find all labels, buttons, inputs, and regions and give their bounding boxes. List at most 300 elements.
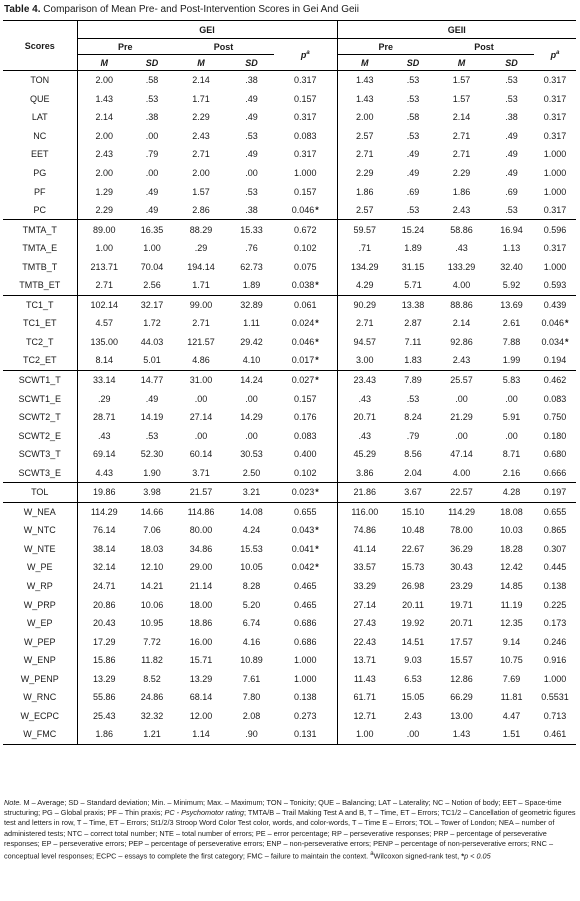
score-cell: PC bbox=[3, 201, 77, 220]
gei-pre-sd-cell: 14.77 bbox=[131, 370, 173, 389]
gei-post-sd-cell: 14.29 bbox=[240, 412, 263, 423]
gei-post-m-cell: 1.71 bbox=[192, 93, 210, 104]
gei-post-sd-cell: 4.24 bbox=[242, 525, 261, 536]
geii-post-sd-cell: 16.94 bbox=[489, 220, 534, 239]
score-cell: W_ECPC bbox=[3, 707, 77, 726]
caption-label: Table 4. bbox=[4, 4, 41, 15]
gei-post-sd-cell: 3.21 bbox=[229, 483, 274, 503]
geii-post-m-cell: 17.57 bbox=[450, 636, 473, 647]
gei-post-sd-cell: .53 bbox=[245, 130, 258, 141]
score-cell: QUE bbox=[3, 90, 77, 109]
p-value: 0.041 bbox=[291, 543, 315, 554]
geii-p-cell: 1.000 bbox=[543, 261, 567, 272]
geii-p-cell bbox=[534, 333, 576, 352]
note-wilcoxon: Wilcoxon signed-rank test, bbox=[373, 851, 460, 861]
gei-pre-m-cell: 33.14 bbox=[77, 370, 131, 389]
geii-p-cell: 0.307 bbox=[543, 543, 567, 554]
significance-marker: * bbox=[315, 318, 319, 329]
table-row bbox=[3, 577, 576, 596]
gei-p-cell bbox=[274, 314, 337, 333]
significance-marker: * bbox=[315, 543, 319, 554]
p-value: 0.023 bbox=[291, 487, 315, 498]
gei-pre-m-cell: 13.29 bbox=[92, 673, 116, 684]
table-row bbox=[3, 502, 576, 521]
geii-pre-m-cell: 33.57 bbox=[353, 562, 377, 573]
header-sd: SD bbox=[489, 55, 534, 71]
table-body bbox=[3, 71, 576, 745]
significance-marker: * bbox=[315, 336, 319, 347]
geii-post-sd-cell: .53 bbox=[505, 205, 518, 216]
gei-post-m-cell: 27.14 bbox=[189, 412, 213, 423]
score-cell: TC1_T bbox=[3, 295, 77, 314]
gei-post-m-cell: 60.14 bbox=[189, 449, 213, 460]
geii-post-m-cell: 88.86 bbox=[434, 295, 489, 314]
geii-p-cell: 0.317 bbox=[543, 112, 567, 123]
geii-post-sd-cell: 11.81 bbox=[500, 692, 523, 703]
gei-post-sd-cell: 5.20 bbox=[242, 599, 261, 610]
gei-pre-m-cell: 20.86 bbox=[92, 599, 116, 610]
gei-pre-sd-cell: 11.82 bbox=[141, 655, 163, 666]
gei-post-m-cell: 29.00 bbox=[189, 562, 213, 573]
gei-post-sd-cell: 62.73 bbox=[240, 261, 263, 272]
table-row bbox=[3, 445, 576, 464]
table-row bbox=[3, 389, 576, 408]
gei-pre-sd-cell: .79 bbox=[145, 149, 159, 160]
gei-pre-sd-cell: 12.10 bbox=[140, 562, 164, 573]
gei-pre-sd-cell: 10.95 bbox=[140, 618, 164, 629]
gei-post-sd-cell: .76 bbox=[245, 243, 258, 254]
geii-pre-sd-cell: .69 bbox=[406, 186, 420, 197]
header-sd: SD bbox=[131, 55, 173, 71]
geii-pre-sd-cell: 15.10 bbox=[392, 502, 434, 521]
gei-pre-m-cell: 2.14 bbox=[95, 112, 114, 123]
geii-post-m-cell: 4.00 bbox=[452, 280, 471, 291]
geii-post-sd-cell: 4.47 bbox=[502, 710, 521, 721]
score-cell: PG bbox=[3, 164, 77, 183]
geii-post-m-cell: .00 bbox=[455, 393, 468, 404]
geii-pre-m-cell: 27.14 bbox=[353, 599, 377, 610]
geii-pre-m-cell: 4.29 bbox=[356, 280, 374, 291]
geii-post-m-cell: 2.71 bbox=[452, 130, 471, 141]
geii-post-m-cell: .43 bbox=[455, 243, 468, 254]
geii-pre-sd-cell: .53 bbox=[406, 205, 420, 216]
gei-post-m-cell: 2.86 bbox=[192, 205, 210, 216]
gei-pre-sd-cell: 1.00 bbox=[143, 243, 161, 254]
geii-post-m-cell: 4.00 bbox=[452, 467, 471, 478]
gei-pre-m-cell: 38.14 bbox=[92, 543, 116, 554]
score-cell: W_EP bbox=[3, 614, 77, 633]
geii-p-cell: 0.197 bbox=[534, 483, 576, 503]
table-row bbox=[3, 239, 576, 258]
gei-p-cell: 0.138 bbox=[274, 688, 337, 707]
geii-post-m-cell: 22.57 bbox=[434, 483, 489, 503]
note-sup: a bbox=[370, 850, 374, 858]
gei-post-sd-cell: 14.08 bbox=[229, 502, 274, 521]
gei-pre-sd-cell: .38 bbox=[145, 112, 159, 123]
table-row bbox=[3, 670, 576, 689]
gei-post-sd-cell: 10.05 bbox=[240, 562, 263, 573]
header-gei-p: $p^a$ bbox=[274, 39, 337, 71]
gei-pre-m-cell: 102.14 bbox=[77, 295, 131, 314]
geii-p-cell: 0.445 bbox=[543, 562, 567, 573]
gei-pre-sd-cell: 14.21 bbox=[140, 581, 164, 592]
geii-p-cell: 0.317 bbox=[543, 130, 567, 141]
p-value: 0.046 bbox=[291, 205, 315, 216]
geii-pre-sd-cell: .00 bbox=[392, 725, 434, 744]
geii-pre-m-cell: 61.71 bbox=[353, 692, 377, 703]
gei-post-m-cell: 31.00 bbox=[173, 370, 229, 389]
score-cell: W_NTE bbox=[3, 540, 77, 559]
gei-pre-sd-cell: 52.30 bbox=[140, 449, 164, 460]
score-cell: W_NEA bbox=[3, 502, 77, 521]
gei-post-sd-cell: 7.61 bbox=[242, 673, 261, 684]
gei-pre-m-cell: .29 bbox=[97, 393, 111, 404]
table-row bbox=[3, 314, 576, 333]
significance-marker: * bbox=[315, 205, 319, 216]
header-m: M bbox=[173, 55, 229, 71]
gei-pre-sd-cell: .53 bbox=[145, 93, 159, 104]
gei-post-m-cell: 4.86 bbox=[192, 355, 210, 366]
gei-pre-sd-cell: 1.72 bbox=[143, 318, 161, 329]
header-m: M bbox=[337, 55, 392, 71]
geii-pre-sd-cell: .53 bbox=[406, 393, 420, 404]
geii-pre-m-cell: 116.00 bbox=[337, 502, 392, 521]
geii-pre-sd-cell: 6.53 bbox=[404, 673, 422, 684]
header-geii-pre: Pre bbox=[337, 39, 434, 55]
gei-pre-m-cell: 1.86 bbox=[77, 725, 131, 744]
gei-post-sd-cell: .49 bbox=[245, 149, 258, 160]
table-row bbox=[3, 408, 576, 427]
geii-p-cell: 1.000 bbox=[543, 186, 567, 197]
geii-post-sd-cell: 12.42 bbox=[500, 562, 523, 573]
geii-post-sd-cell: 13.69 bbox=[489, 295, 534, 314]
gei-pre-m-cell: 2.29 bbox=[95, 205, 114, 216]
gei-pre-sd-cell: .58 bbox=[145, 75, 159, 86]
geii-pre-sd-cell: 2.04 bbox=[404, 467, 422, 478]
geii-pre-m-cell: 1.43 bbox=[356, 93, 374, 104]
geii-p-cell: 0.655 bbox=[534, 502, 576, 521]
note-label: Note. bbox=[4, 798, 22, 807]
geii-pre-m-cell: .43 bbox=[358, 393, 372, 404]
gei-p-cell: 0.061 bbox=[274, 295, 337, 314]
geii-pre-sd-cell: 13.38 bbox=[392, 295, 434, 314]
geii-post-m-cell: 15.57 bbox=[450, 655, 473, 666]
score-cell: SCWT3_T bbox=[3, 445, 77, 464]
gei-p-cell: 0.317 bbox=[274, 145, 337, 164]
gei-p-cell bbox=[274, 201, 337, 220]
gei-pre-m-cell: 1.43 bbox=[95, 93, 114, 104]
geii-post-sd-cell: 32.40 bbox=[500, 261, 523, 272]
geii-pre-m-cell: 2.29 bbox=[356, 168, 374, 178]
gei-post-m-cell: 2.43 bbox=[192, 130, 210, 141]
gei-pre-m-cell: 213.71 bbox=[90, 261, 119, 272]
geii-pre-m-cell: 1.00 bbox=[337, 725, 392, 744]
score-cell: W_ENP bbox=[3, 651, 77, 670]
geii-post-m-cell: 1.57 bbox=[452, 93, 471, 104]
gei-pre-m-cell: 28.71 bbox=[92, 412, 116, 423]
table-row bbox=[3, 521, 576, 540]
geii-p-cell bbox=[534, 314, 576, 333]
significance-marker: * bbox=[315, 375, 319, 386]
table-row bbox=[3, 595, 576, 614]
gei-pre-m-cell: 17.29 bbox=[92, 636, 116, 647]
header-sd: SD bbox=[229, 55, 274, 71]
gei-post-sd-cell: 1.89 bbox=[242, 280, 261, 291]
gei-pre-m-cell: 1.00 bbox=[95, 243, 114, 254]
geii-p-cell: 0.225 bbox=[543, 599, 567, 610]
geii-pre-m-cell: .71 bbox=[358, 243, 372, 254]
gei-post-sd-cell: .00 bbox=[245, 393, 258, 404]
table-row bbox=[3, 127, 576, 146]
gei-post-sd-cell: 32.89 bbox=[229, 295, 274, 314]
p-value: 0.024 bbox=[291, 318, 315, 329]
gei-pre-m-cell: 89.00 bbox=[77, 220, 131, 239]
gei-post-sd-cell: .90 bbox=[229, 725, 274, 744]
table-note bbox=[4, 798, 576, 862]
score-cell: TOL bbox=[3, 483, 77, 503]
gei-p-cell bbox=[274, 370, 337, 389]
geii-p-cell: 0.317 bbox=[543, 75, 567, 86]
gei-pre-m-cell: 4.43 bbox=[95, 467, 114, 478]
geii-post-sd-cell: 2.61 bbox=[502, 318, 521, 329]
geii-pre-m-cell: 134.29 bbox=[351, 261, 379, 272]
geii-post-sd-cell: 18.08 bbox=[489, 502, 534, 521]
gei-post-m-cell: 1.71 bbox=[192, 280, 210, 291]
geii-pre-m-cell: 74.86 bbox=[353, 525, 377, 536]
note-star: * bbox=[461, 851, 465, 861]
table-row bbox=[3, 558, 576, 577]
header-sd: SD bbox=[392, 55, 434, 71]
gei-p-cell: 0.176 bbox=[274, 408, 337, 427]
gei-post-sd-cell: 2.08 bbox=[242, 710, 261, 721]
geii-p-cell: 0.916 bbox=[543, 655, 567, 666]
geii-post-sd-cell: 1.99 bbox=[502, 355, 521, 366]
geii-pre-m-cell: 13.71 bbox=[353, 655, 377, 666]
gei-pre-sd-cell: .53 bbox=[145, 430, 159, 441]
geii-post-m-cell: 13.00 bbox=[450, 710, 473, 721]
geii-pre-sd-cell: 15.05 bbox=[401, 692, 425, 703]
note-rest: ; TMTA/B – Trail Making Test A and B, T – Time, ET – Errors; TC1/2 – Cancellation of geometric figures test and letters in row, T – Time, ET – Errors; St1/2/3 Stroop Word Color Test color, words, and color-words, T – Time E – Errors; TOL – Tower of London; NEA – number of administered tests; NTC – correct total number; NTE – total number of errors; PE – error percentage; RP – perseverative responses; PRP – percentage of perseverative responses; EP – perseverative errors; PEP – percentage of perseverative errors; ENP – non-perseverative errors; PENP – percentage of non-perseverative errors; RNC – conceptual level responses; ECPC – essays to complete the first category; FMC – failure to maintain the context. bbox=[4, 808, 576, 861]
gei-pre-m-cell: 2.00 bbox=[95, 168, 114, 178]
geii-pre-sd-cell: 15.24 bbox=[392, 220, 434, 239]
score-cell: LAT bbox=[3, 108, 77, 127]
geii-post-m-cell: 58.86 bbox=[434, 220, 489, 239]
geii-p-cell: 0.680 bbox=[543, 449, 567, 460]
geii-pre-sd-cell: 31.15 bbox=[401, 261, 425, 272]
score-cell: W_PEP bbox=[3, 632, 77, 651]
gei-p-cell: 0.131 bbox=[274, 725, 337, 744]
gei-p-cell bbox=[274, 351, 337, 370]
geii-post-m-cell: 1.86 bbox=[452, 186, 471, 197]
gei-pre-m-cell: 19.86 bbox=[77, 483, 131, 503]
gei-post-sd-cell: 4.10 bbox=[242, 355, 261, 366]
gei-p-cell: 0.157 bbox=[274, 90, 337, 109]
geii-post-sd-cell: 10.75 bbox=[500, 655, 523, 666]
geii-pre-m-cell: 33.29 bbox=[353, 581, 377, 592]
geii-post-m-cell: 20.71 bbox=[450, 618, 473, 629]
geii-post-sd-cell: 1.13 bbox=[502, 243, 521, 254]
gei-p-cell: 0.102 bbox=[274, 239, 337, 258]
gei-post-sd-cell: .38 bbox=[245, 75, 258, 86]
geii-p-cell: 0.317 bbox=[543, 243, 567, 254]
gei-pre-sd-cell: 3.98 bbox=[131, 483, 173, 503]
score-cell: TMTB_ET bbox=[3, 276, 77, 295]
header-gei: GEI bbox=[77, 21, 337, 39]
gei-pre-sd-cell: .49 bbox=[145, 393, 159, 404]
significance-marker: * bbox=[565, 336, 569, 347]
geii-pre-m-cell: 2.71 bbox=[356, 318, 374, 329]
geii-p-cell: 0.083 bbox=[543, 393, 567, 404]
table-row bbox=[3, 220, 576, 239]
gei-pre-sd-cell: 14.66 bbox=[131, 502, 173, 521]
gei-p-cell bbox=[274, 276, 337, 295]
significance-marker: * bbox=[315, 487, 319, 498]
table-row bbox=[3, 351, 576, 370]
geii-post-sd-cell: 5.91 bbox=[502, 412, 521, 423]
gei-post-sd-cell: 10.89 bbox=[240, 655, 263, 666]
geii-pre-sd-cell: 8.56 bbox=[404, 449, 422, 460]
score-cell: SCWT1_T bbox=[3, 370, 77, 389]
score-cell: W_RP bbox=[3, 577, 77, 596]
gei-pre-m-cell: 24.71 bbox=[92, 581, 116, 592]
gei-pre-sd-cell: 8.52 bbox=[143, 673, 161, 684]
geii-post-sd-cell: 8.71 bbox=[502, 449, 521, 460]
gei-p-cell: 0.075 bbox=[274, 257, 337, 276]
gei-post-m-cell: .00 bbox=[194, 430, 208, 441]
gei-pre-sd-cell: .49 bbox=[145, 205, 159, 216]
geii-pre-m-cell: 11.43 bbox=[353, 673, 376, 684]
gei-post-sd-cell: .00 bbox=[245, 430, 258, 441]
gei-post-m-cell: 16.00 bbox=[189, 636, 213, 647]
gei-post-m-cell: 2.71 bbox=[192, 149, 210, 160]
score-cell: EET bbox=[3, 145, 77, 164]
geii-pre-sd-cell: 26.98 bbox=[401, 581, 425, 592]
gei-pre-sd-cell: 18.03 bbox=[140, 543, 164, 554]
geii-pre-sd-cell: 22.67 bbox=[401, 543, 425, 554]
gei-post-m-cell: 194.14 bbox=[187, 261, 215, 272]
gei-pre-m-cell: 20.43 bbox=[92, 618, 116, 629]
gei-post-m-cell: 1.57 bbox=[192, 186, 210, 197]
table-row bbox=[3, 276, 576, 295]
geii-post-sd-cell: .53 bbox=[505, 75, 518, 86]
geii-pre-m-cell: 45.29 bbox=[353, 449, 377, 460]
significance-marker: * bbox=[315, 355, 319, 366]
geii-pre-m-cell: 12.71 bbox=[353, 710, 377, 721]
gei-pre-m-cell: 2.00 bbox=[95, 130, 114, 141]
geii-post-m-cell: 25.57 bbox=[434, 370, 489, 389]
gei-post-m-cell: 3.71 bbox=[192, 467, 210, 478]
geii-p-cell: 0.317 bbox=[543, 93, 567, 104]
gei-post-m-cell: 2.71 bbox=[192, 318, 210, 329]
geii-pre-m-cell: 59.57 bbox=[337, 220, 392, 239]
geii-pre-sd-cell: 1.83 bbox=[404, 355, 422, 366]
p-value: 0.017 bbox=[291, 355, 315, 366]
geii-post-sd-cell: .00 bbox=[505, 430, 518, 441]
geii-pre-sd-cell: .53 bbox=[406, 93, 420, 104]
gei-pre-sd-cell: 44.03 bbox=[140, 336, 164, 347]
geii-post-m-cell: 19.71 bbox=[450, 599, 473, 610]
geii-post-m-cell: 133.29 bbox=[447, 261, 476, 272]
geii-post-sd-cell: 7.69 bbox=[502, 673, 521, 684]
gei-pre-m-cell: 2.00 bbox=[95, 75, 114, 86]
geii-post-m-cell: 2.43 bbox=[452, 205, 471, 216]
score-cell: TMTB_T bbox=[3, 257, 77, 276]
gei-p-cell: 1.000 bbox=[274, 651, 337, 670]
geii-post-sd-cell: 2.16 bbox=[502, 467, 521, 478]
geii-pre-sd-cell: .49 bbox=[406, 149, 420, 160]
gei-pre-m-cell: 8.14 bbox=[95, 355, 114, 366]
geii-p-cell: 0.666 bbox=[543, 467, 567, 478]
table-row bbox=[3, 614, 576, 633]
table-row bbox=[3, 370, 576, 389]
geii-p-cell: 0.180 bbox=[543, 430, 567, 441]
gei-post-sd-cell: 30.53 bbox=[240, 449, 263, 460]
gei-post-m-cell: 2.29 bbox=[192, 112, 210, 123]
geii-p-cell: 0.750 bbox=[543, 412, 567, 423]
gei-post-m-cell: .00 bbox=[194, 393, 208, 404]
gei-pre-m-cell: 2.43 bbox=[95, 149, 114, 160]
gei-pre-sd-cell: 7.72 bbox=[143, 636, 161, 647]
gei-pre-m-cell: .43 bbox=[97, 430, 111, 441]
gei-pre-m-cell: 1.29 bbox=[95, 186, 114, 197]
geii-post-sd-cell: 10.03 bbox=[500, 525, 523, 536]
geii-p-cell: 0.194 bbox=[543, 355, 567, 366]
gei-p-cell: 0.655 bbox=[274, 502, 337, 521]
gei-post-sd-cell: 2.50 bbox=[242, 467, 261, 478]
gei-post-sd-cell: 29.42 bbox=[240, 336, 263, 347]
geii-post-m-cell: 36.29 bbox=[450, 543, 473, 554]
table-row bbox=[3, 295, 576, 314]
gei-post-sd-cell: .53 bbox=[245, 186, 258, 197]
gei-pre-sd-cell: 2.56 bbox=[143, 280, 161, 291]
geii-p-cell: 0.317 bbox=[543, 205, 567, 216]
geii-post-m-cell: 92.86 bbox=[450, 336, 473, 347]
geii-pre-sd-cell: 1.89 bbox=[404, 243, 422, 254]
geii-pre-sd-cell: .58 bbox=[406, 112, 420, 123]
gei-pre-m-cell: 76.14 bbox=[92, 525, 116, 536]
gei-post-m-cell: 88.29 bbox=[173, 220, 229, 239]
geii-pre-sd-cell: 3.67 bbox=[392, 483, 434, 503]
gei-p-cell bbox=[274, 483, 337, 503]
geii-post-sd-cell: 12.35 bbox=[500, 618, 523, 629]
score-cell: TC1_ET bbox=[3, 314, 77, 333]
gei-post-m-cell: 21.57 bbox=[173, 483, 229, 503]
gei-post-sd-cell: 15.53 bbox=[240, 543, 263, 554]
geii-post-m-cell: 2.29 bbox=[452, 168, 471, 178]
geii-pre-m-cell: 2.71 bbox=[356, 149, 374, 160]
geii-pre-sd-cell: 8.24 bbox=[404, 412, 422, 423]
gei-pre-sd-cell: 32.17 bbox=[131, 295, 173, 314]
gei-p-cell: 0.083 bbox=[274, 426, 337, 445]
score-cell: TON bbox=[3, 71, 77, 90]
gei-pre-m-cell: 114.29 bbox=[77, 502, 131, 521]
table-row bbox=[3, 463, 576, 482]
gei-pre-sd-cell: 32.32 bbox=[140, 710, 164, 721]
gei-p-cell: 0.672 bbox=[274, 220, 337, 239]
gei-p-cell: 0.317 bbox=[274, 108, 337, 127]
p-value: 0.027 bbox=[291, 375, 315, 386]
geii-pre-m-cell: 23.43 bbox=[337, 370, 392, 389]
score-cell: W_NTC bbox=[3, 521, 77, 540]
geii-post-sd-cell: 9.14 bbox=[502, 636, 521, 647]
geii-post-m-cell: 2.14 bbox=[452, 318, 471, 329]
gei-pre-sd-cell: .00 bbox=[145, 130, 159, 141]
header-m: M bbox=[77, 55, 131, 71]
geii-pre-m-cell: 2.57 bbox=[356, 205, 374, 216]
table-row bbox=[3, 71, 576, 90]
table-caption bbox=[4, 3, 359, 17]
geii-post-m-cell: 1.57 bbox=[452, 75, 471, 86]
